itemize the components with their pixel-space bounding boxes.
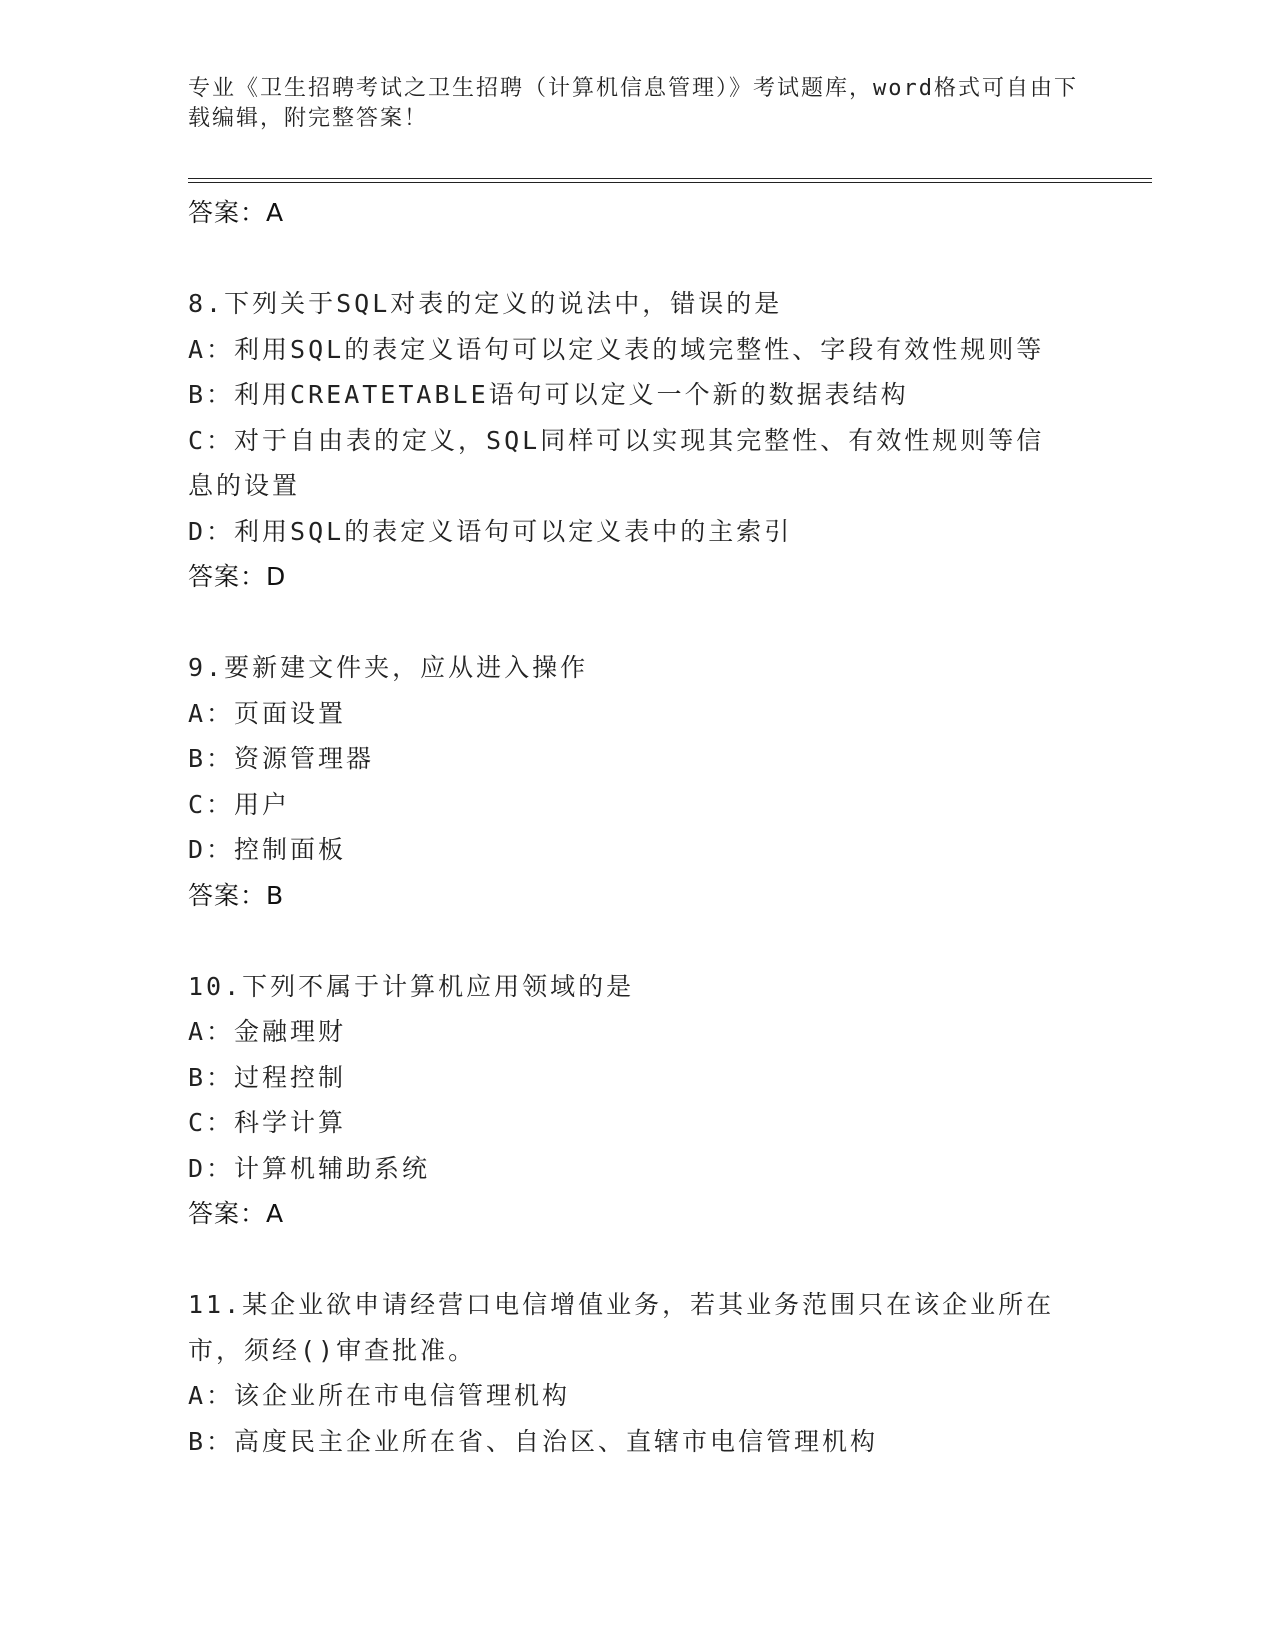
answer-line: 答案：A — [188, 1199, 285, 1228]
answer-line: 答案：D — [188, 562, 287, 591]
header-rule-bottom — [188, 182, 1152, 183]
option-a: A：页面设置 — [188, 698, 347, 728]
option-b: B：利用CREATETABLE语句可以定义一个新的数据表结构 — [188, 380, 909, 409]
question-stem: 10.下列不属于计算机应用领域的是 — [188, 971, 635, 1001]
spacer — [188, 236, 1088, 282]
page-header: 专业《卫生招聘考试之卫生招聘（计算机信息管理）》考试题库，word格式可自由下载编辑，附完整答案！ — [188, 76, 1078, 131]
answer-line: 答案：B — [188, 880, 285, 910]
option-a: A：利用SQL的表定义语句可以定义表的域完整性、字段有效性规则等 — [188, 334, 1045, 364]
option-d: D：利用SQL的表定义语句可以定义表中的主索引 — [188, 516, 793, 546]
option-c: C：用户 — [188, 789, 291, 819]
question-10 — [188, 964, 1088, 1237]
question-list — [188, 190, 1088, 1464]
question-stem: 11.某企业欲申请经营口电信增值业务，若其业务范围只在该企业所在市，须经()审查批准。 — [188, 1290, 1055, 1365]
question-11 — [188, 1282, 1088, 1464]
option-b: B：高度民主企业所在省、自治区、直辖市电信管理机构 — [188, 1426, 879, 1456]
question-8 — [188, 281, 1088, 600]
answer-line: 答案：A — [188, 198, 285, 227]
option-c: C：对于自由表的定义，SQL同样可以实现其完整性、有效性规则等信息的设置 — [188, 425, 1045, 500]
question-stem: 8.下列关于SQL对表的定义的说法中，错误的是 — [188, 289, 783, 318]
option-b: B：过程控制 — [188, 1062, 347, 1092]
spacer — [188, 918, 1088, 964]
option-c: C：科学计算 — [188, 1108, 347, 1137]
question-9 — [188, 645, 1088, 918]
spacer — [188, 600, 1088, 646]
question-stem: 9.要新建文件夹，应从进入操作 — [188, 653, 589, 682]
spacer — [188, 1237, 1088, 1283]
header-rule-top — [188, 178, 1152, 179]
option-d: D：控制面板 — [188, 835, 347, 864]
option-a: A：该企业所在市电信管理机构 — [188, 1381, 571, 1410]
option-b: B：资源管理器 — [188, 744, 375, 773]
option-d: D：计算机辅助系统 — [188, 1153, 431, 1183]
option-a: A：金融理财 — [188, 1017, 347, 1046]
